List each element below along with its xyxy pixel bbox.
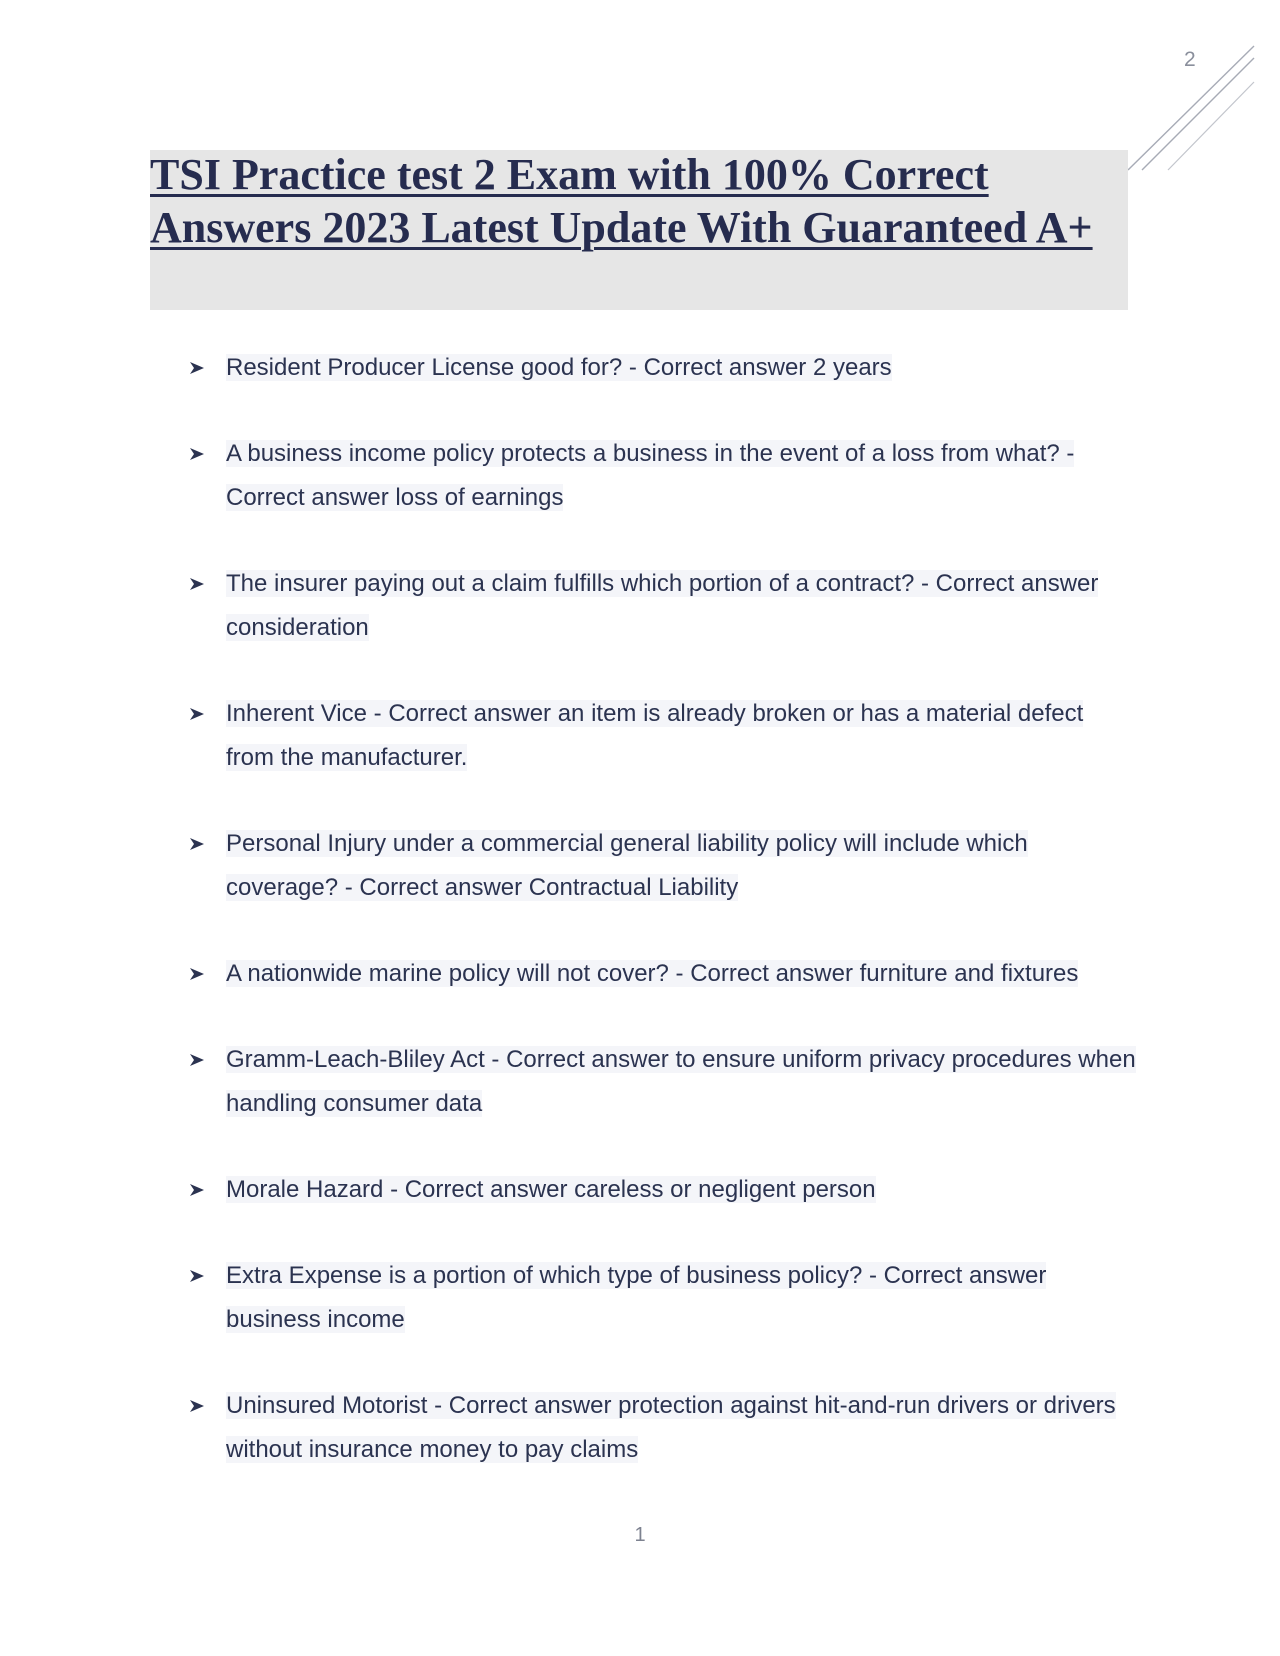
list-item (186, 952, 1136, 996)
list-item (186, 692, 1136, 780)
list-item (186, 1038, 1136, 1126)
list-item (186, 562, 1136, 650)
arrowhead-bullet-icon (186, 1254, 208, 1298)
arrowhead-bullet-icon (186, 346, 208, 390)
list-item-text: Extra Expense is a portion of which type of business policy? - Correct answer business income (226, 1262, 1047, 1333)
corner-page-number: 2 (1184, 48, 1196, 71)
page-number-footer: 1 (634, 1524, 646, 1546)
list-item-text: Personal Injury under a commercial general liability policy will include which coverage? - Correct answer Contractual Liability (226, 830, 1028, 901)
arrowhead-bullet-icon (186, 1038, 208, 1082)
list-item (186, 1384, 1136, 1472)
list-item-text: Inherent Vice - Correct answer an item is already broken or has a material defect from the manufacturer. (226, 700, 1084, 771)
arrowhead-bullet-icon (186, 822, 208, 866)
list-item-text: Resident Producer License good for? - Correct answer 2 years (226, 354, 892, 381)
list-item (186, 1254, 1136, 1342)
list-item (186, 822, 1136, 910)
list-item (186, 346, 1136, 390)
document-title: TSI Practice test 2 Exam with 100% Correct Answers 2023 Latest Update With Guaranteed A+ (150, 150, 1093, 252)
list-item (186, 1168, 1136, 1212)
arrowhead-bullet-icon (186, 692, 208, 736)
list-item-text: A nationwide marine policy will not cover? - Correct answer furniture and fixtures (226, 960, 1079, 987)
arrowhead-bullet-icon (186, 1168, 208, 1212)
list-item-text: The insurer paying out a claim fulfills which portion of a contract? - Correct answer consideration (226, 570, 1099, 641)
qa-list (186, 346, 1136, 1514)
arrowhead-bullet-icon (186, 952, 208, 996)
list-item-text: Morale Hazard - Correct answer careless or negligent person (226, 1176, 876, 1203)
arrowhead-bullet-icon (186, 432, 208, 476)
list-item-text: A business income policy protects a business in the event of a loss from what? - Correct answer loss of earnings (226, 440, 1075, 511)
arrowhead-bullet-icon (186, 1384, 208, 1428)
list-item (186, 432, 1136, 520)
diagonal-corner-lines-icon (1128, 44, 1258, 174)
arrowhead-bullet-icon (186, 562, 208, 606)
list-item-text: Gramm-Leach-Bliley Act - Correct answer to ensure uniform privacy procedures when handling consumer data (226, 1046, 1136, 1117)
list-item-text: Uninsured Motorist - Correct answer protection against hit-and-run drivers or drivers without insurance money to pay claims (226, 1392, 1116, 1463)
